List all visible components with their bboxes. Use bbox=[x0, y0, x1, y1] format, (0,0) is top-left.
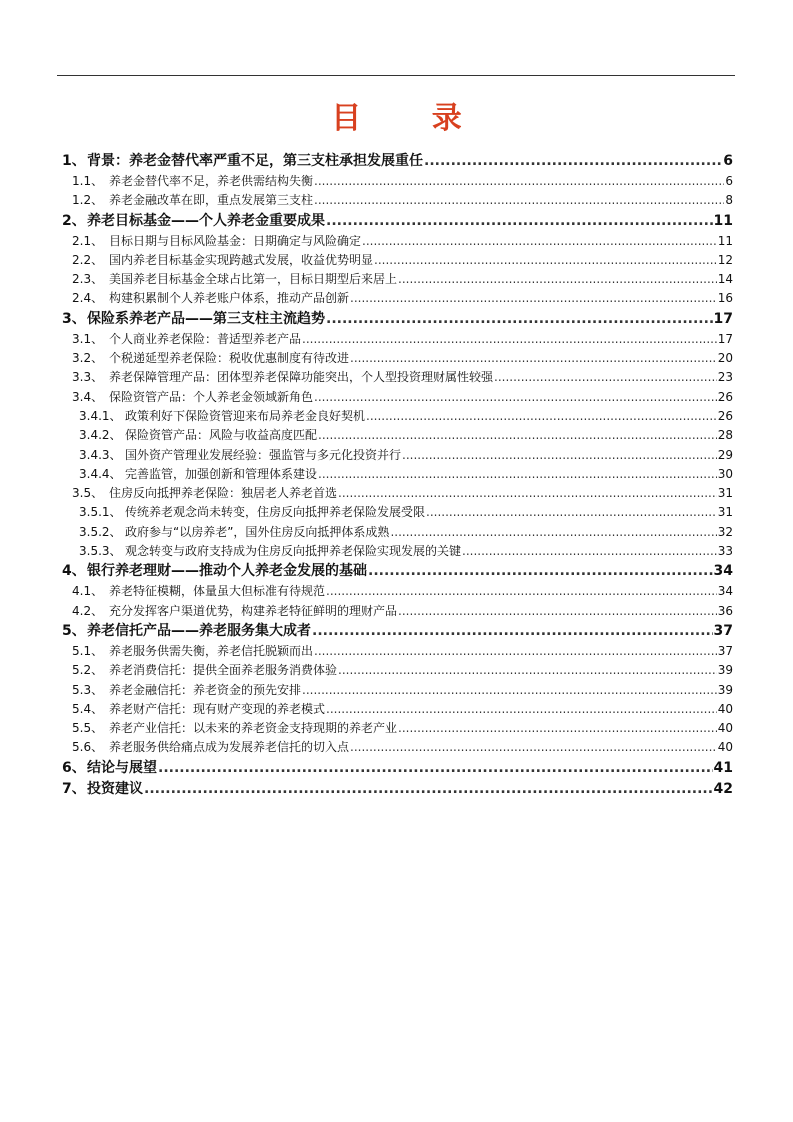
toc-entry-2[interactable] bbox=[62, 211, 733, 232]
toc-entry-number: 3.3、 bbox=[72, 370, 104, 385]
toc-entry-number: 3、 bbox=[62, 310, 86, 327]
toc-entry-title: 观念转变与政府支持成为住房反向抵押养老保险实现发展的关键 bbox=[125, 544, 462, 559]
toc-entry-3-2[interactable] bbox=[62, 349, 733, 368]
toc-entry-number: 1.2、 bbox=[72, 193, 104, 208]
toc-entry-page: 17 bbox=[717, 331, 733, 346]
toc-entry-page: 31 bbox=[717, 505, 733, 520]
toc-entry-number: 3.4.1、 bbox=[79, 408, 122, 423]
toc-entry-number: 5、 bbox=[62, 622, 86, 639]
toc-entry-number: 2.2、 bbox=[72, 252, 104, 267]
toc-entry-number: 5.2、 bbox=[72, 663, 104, 678]
toc-entry-1-2[interactable] bbox=[62, 191, 733, 210]
toc-entry-number: 3.5、 bbox=[72, 486, 104, 501]
toc-entry-page: 37 bbox=[713, 622, 733, 639]
toc-entry-page: 29 bbox=[717, 447, 733, 462]
dot-leader bbox=[318, 465, 717, 484]
toc-entry-page: 17 bbox=[713, 310, 733, 327]
toc-entry-number: 5.4、 bbox=[72, 701, 104, 716]
dot-leader bbox=[314, 388, 717, 407]
toc-entry-page: 34 bbox=[717, 584, 733, 599]
toc-entry-title: 养老消费信托：提供全面养老服务消费体验 bbox=[109, 663, 338, 678]
toc-entry-title: 结论与展望 bbox=[87, 759, 157, 776]
toc-entry-number: 6、 bbox=[62, 759, 86, 776]
toc-entry-3-3[interactable] bbox=[62, 368, 733, 387]
toc-entry-number: 2.4、 bbox=[72, 291, 104, 306]
dot-leader bbox=[314, 172, 724, 191]
toc-entry-title: 养老信托产品——养老服务集大成者 bbox=[87, 622, 311, 639]
dot-leader bbox=[326, 211, 713, 232]
toc-entry-page: 26 bbox=[717, 389, 733, 404]
toc-entry-title: 国外资产管理业发展经验：强监管与多元化投资并行 bbox=[125, 447, 402, 462]
toc-entry-title: 养老财产信托：现有财产变现的养老模式 bbox=[109, 701, 326, 716]
toc-entry-3-5[interactable] bbox=[62, 484, 733, 503]
toc-title: 目 录 bbox=[331, 101, 492, 136]
toc-entry-page: 26 bbox=[717, 408, 733, 423]
toc-entry-title: 传统养老观念尚未转变，住房反向抵押养老保险发展受限 bbox=[125, 505, 426, 520]
toc-entry-5-6[interactable] bbox=[62, 738, 733, 757]
toc-entry-3-1[interactable] bbox=[62, 330, 733, 349]
toc-entry-2-2[interactable] bbox=[62, 251, 733, 270]
toc-entry-title: 养老金替代率不足，养老供需结构失衡 bbox=[109, 174, 314, 188]
toc-entry-number: 4.1、 bbox=[72, 584, 104, 599]
toc-entry-page: 37 bbox=[717, 643, 733, 658]
toc-entry-number: 5.5、 bbox=[72, 721, 104, 736]
toc-entry-number: 3.2、 bbox=[72, 351, 104, 366]
dot-leader bbox=[366, 407, 717, 426]
dot-leader bbox=[424, 151, 722, 172]
toc-entry-title: 养老目标基金——个人养老金重要成果 bbox=[87, 212, 325, 229]
toc-entry-title: 养老服务供给痛点成为发展养老信托的切入点 bbox=[109, 740, 350, 755]
toc-entry-page: 31 bbox=[717, 486, 733, 501]
toc-entry-title: 目标日期与目标风险基金：日期确定与风险确定 bbox=[109, 233, 362, 248]
toc-entry-title: 养老保障管理产品：团体型养老保障功能突出，个人型投资理财属性较强 bbox=[109, 370, 494, 385]
toc-entry-3-4[interactable] bbox=[62, 388, 733, 407]
toc-entry-page: 39 bbox=[717, 682, 733, 697]
dot-leader bbox=[350, 289, 717, 308]
toc-entry-number: 1.1、 bbox=[72, 174, 104, 188]
dot-leader bbox=[462, 542, 717, 561]
dot-leader bbox=[402, 446, 717, 465]
toc-entry-page: 14 bbox=[717, 272, 733, 287]
toc-entry-title: 银行养老理财——推动个人养老金发展的基础 bbox=[87, 563, 367, 580]
toc-entry-page: 40 bbox=[717, 740, 733, 755]
toc-entry-7[interactable] bbox=[62, 779, 733, 800]
dot-leader bbox=[398, 719, 717, 738]
toc-entry-number: 3.4.4、 bbox=[79, 466, 122, 481]
dot-leader bbox=[368, 561, 713, 582]
toc-entry-number: 5.6、 bbox=[72, 740, 104, 755]
dot-leader bbox=[302, 681, 717, 700]
toc-entry-title: 住房反向抵押养老保险：独居老人养老首选 bbox=[109, 486, 338, 501]
toc-entry-2-4[interactable] bbox=[62, 289, 733, 308]
toc-entry-title: 美国养老目标基金全球占比第一，目标日期型后来居上 bbox=[109, 272, 398, 287]
toc-entry-page: 23 bbox=[717, 370, 733, 385]
toc-entry-page: 16 bbox=[717, 291, 733, 306]
toc-entry-number: 5.3、 bbox=[72, 682, 104, 697]
dot-leader bbox=[326, 700, 717, 719]
toc-entry-page: 6 bbox=[725, 174, 733, 188]
toc-entry-number: 2.3、 bbox=[72, 272, 104, 287]
toc-entry-page: 40 bbox=[717, 701, 733, 716]
toc-entry-1[interactable] bbox=[62, 151, 733, 172]
toc-entry-title: 政策利好下保险资管迎来布局养老金良好契机 bbox=[125, 408, 366, 423]
toc-entry-title: 政府参与“以房养老”，国外住房反向抵押体系成熟 bbox=[125, 524, 390, 539]
toc-entry-3-4-2[interactable] bbox=[62, 426, 733, 445]
dot-leader bbox=[494, 368, 717, 387]
toc-entry-title: 背景：养老金替代率严重不足，第三支柱承担发展重任 bbox=[87, 153, 423, 169]
toc-entry-title: 养老特征模糊，体量虽大但标准有待规范 bbox=[109, 584, 326, 599]
toc-entry-number: 7、 bbox=[62, 780, 86, 797]
dot-leader bbox=[350, 349, 717, 368]
toc-entry-3-5-3[interactable] bbox=[62, 542, 733, 561]
toc-entry-5-1[interactable] bbox=[62, 642, 733, 661]
toc-entry-4[interactable] bbox=[62, 561, 733, 582]
toc-entry-number: 3.5.3、 bbox=[79, 544, 122, 559]
dot-leader bbox=[374, 251, 717, 270]
toc-entry-number: 3.5.1、 bbox=[79, 505, 122, 520]
toc-entry-number: 1、 bbox=[62, 153, 86, 169]
dot-leader bbox=[362, 232, 717, 251]
toc-entry-2-3[interactable] bbox=[62, 270, 733, 289]
toc-entry-2-1[interactable] bbox=[62, 232, 733, 251]
toc-entry-5-2[interactable] bbox=[62, 661, 733, 680]
toc-entry-number: 4、 bbox=[62, 563, 86, 580]
toc-entry-5[interactable] bbox=[62, 621, 733, 642]
toc-entry-number: 3.4、 bbox=[72, 389, 104, 404]
dot-leader bbox=[350, 738, 717, 757]
toc-entry-title: 充分发挥客户渠道优势，构建养老特征鲜明的理财产品 bbox=[109, 603, 398, 618]
dot-leader bbox=[318, 426, 717, 445]
toc-entry-title: 养老金融信托：养老资金的预先安排 bbox=[109, 682, 302, 697]
toc-entry-title: 完善监管，加强创新和管理体系建设 bbox=[125, 466, 318, 481]
toc-entry-number: 3.4.2、 bbox=[79, 428, 122, 443]
toc-entry-title: 国内养老目标基金实现跨越式发展，收益优势明显 bbox=[109, 252, 374, 267]
toc-entry-page: 8 bbox=[725, 193, 733, 208]
toc-entry-number: 5.1、 bbox=[72, 643, 104, 658]
dot-leader bbox=[426, 503, 717, 522]
dot-leader bbox=[314, 642, 717, 661]
toc-entry-page: 11 bbox=[717, 233, 733, 248]
toc-entry-page: 20 bbox=[717, 351, 733, 366]
dot-leader bbox=[398, 602, 717, 621]
toc-entry-title: 养老产业信托：以未来的养老资金支持现期的养老产业 bbox=[109, 721, 398, 736]
toc-entry-page: 39 bbox=[717, 663, 733, 678]
toc-entry-3-4-3[interactable] bbox=[62, 446, 733, 465]
toc-entry-page: 40 bbox=[717, 721, 733, 736]
toc-entry-title: 构建积累制个人养老账户体系，推动产品创新 bbox=[109, 291, 350, 306]
toc-entry-page: 34 bbox=[713, 563, 733, 580]
toc-entry-title: 养老金融改革在即，重点发展第三支柱 bbox=[109, 193, 314, 208]
toc-entry-title: 保险资管产品：风险与收益高度匹配 bbox=[125, 428, 318, 443]
toc-entry-5-3[interactable] bbox=[62, 681, 733, 700]
toc-entry-title: 养老服务供需失衡，养老信托脱颖而出 bbox=[109, 643, 314, 658]
toc-entry-3[interactable] bbox=[62, 309, 733, 330]
toc-entry-page: 42 bbox=[713, 780, 733, 797]
toc-entry-page: 32 bbox=[717, 524, 733, 539]
toc-entry-3-4-1[interactable] bbox=[62, 407, 733, 426]
dot-leader bbox=[326, 582, 717, 601]
toc-entry-3-5-1[interactable] bbox=[62, 503, 733, 522]
dot-leader bbox=[302, 330, 717, 349]
toc-entry-title: 保险系养老产品——第三支柱主流趋势 bbox=[87, 310, 325, 327]
toc-entry-number: 4.2、 bbox=[72, 603, 104, 618]
toc-entry-3-4-4[interactable] bbox=[62, 465, 733, 484]
dot-leader bbox=[390, 523, 716, 542]
toc-entry-5-5[interactable] bbox=[62, 719, 733, 738]
toc-entry-page: 6 bbox=[723, 153, 733, 169]
toc-entry-number: 3.5.2、 bbox=[79, 524, 122, 539]
dot-leader bbox=[312, 621, 713, 642]
toc-entry-page: 41 bbox=[713, 759, 733, 776]
toc-entry-page: 33 bbox=[717, 544, 733, 559]
toc-entry-title: 个税递延型养老保险：税收优惠制度有待改进 bbox=[109, 351, 350, 366]
toc-entry-1-1[interactable] bbox=[62, 172, 733, 191]
header-rule bbox=[57, 75, 735, 76]
dot-leader bbox=[326, 309, 713, 330]
toc-entry-5-4[interactable] bbox=[62, 700, 733, 719]
dot-leader bbox=[338, 661, 717, 680]
toc-entry-4-1[interactable] bbox=[62, 582, 733, 601]
toc-entry-page: 30 bbox=[717, 466, 733, 481]
toc-entry-title: 个人商业养老保险：普适型养老产品 bbox=[109, 331, 302, 346]
toc-entry-number: 2、 bbox=[62, 212, 86, 229]
toc-entry-6[interactable] bbox=[62, 758, 733, 779]
toc-entry-number: 2.1、 bbox=[72, 233, 104, 248]
toc-entry-page: 28 bbox=[717, 428, 733, 443]
toc-entry-page: 12 bbox=[717, 252, 733, 267]
toc-entry-page: 11 bbox=[713, 212, 733, 229]
dot-leader bbox=[398, 270, 717, 289]
toc-entry-4-2[interactable] bbox=[62, 602, 733, 621]
dot-leader bbox=[314, 191, 724, 210]
dot-leader bbox=[144, 779, 713, 800]
toc-entry-3-5-2[interactable] bbox=[62, 523, 733, 542]
table-of-contents bbox=[62, 151, 733, 800]
dot-leader bbox=[158, 758, 713, 779]
toc-entry-number: 3.1、 bbox=[72, 331, 104, 346]
toc-entry-title: 投资建议 bbox=[87, 780, 143, 797]
toc-entry-number: 3.4.3、 bbox=[79, 447, 122, 462]
toc-entry-title: 保险资管产品：个人养老金领域新角色 bbox=[109, 389, 314, 404]
toc-entry-page: 36 bbox=[717, 603, 733, 618]
dot-leader bbox=[338, 484, 717, 503]
